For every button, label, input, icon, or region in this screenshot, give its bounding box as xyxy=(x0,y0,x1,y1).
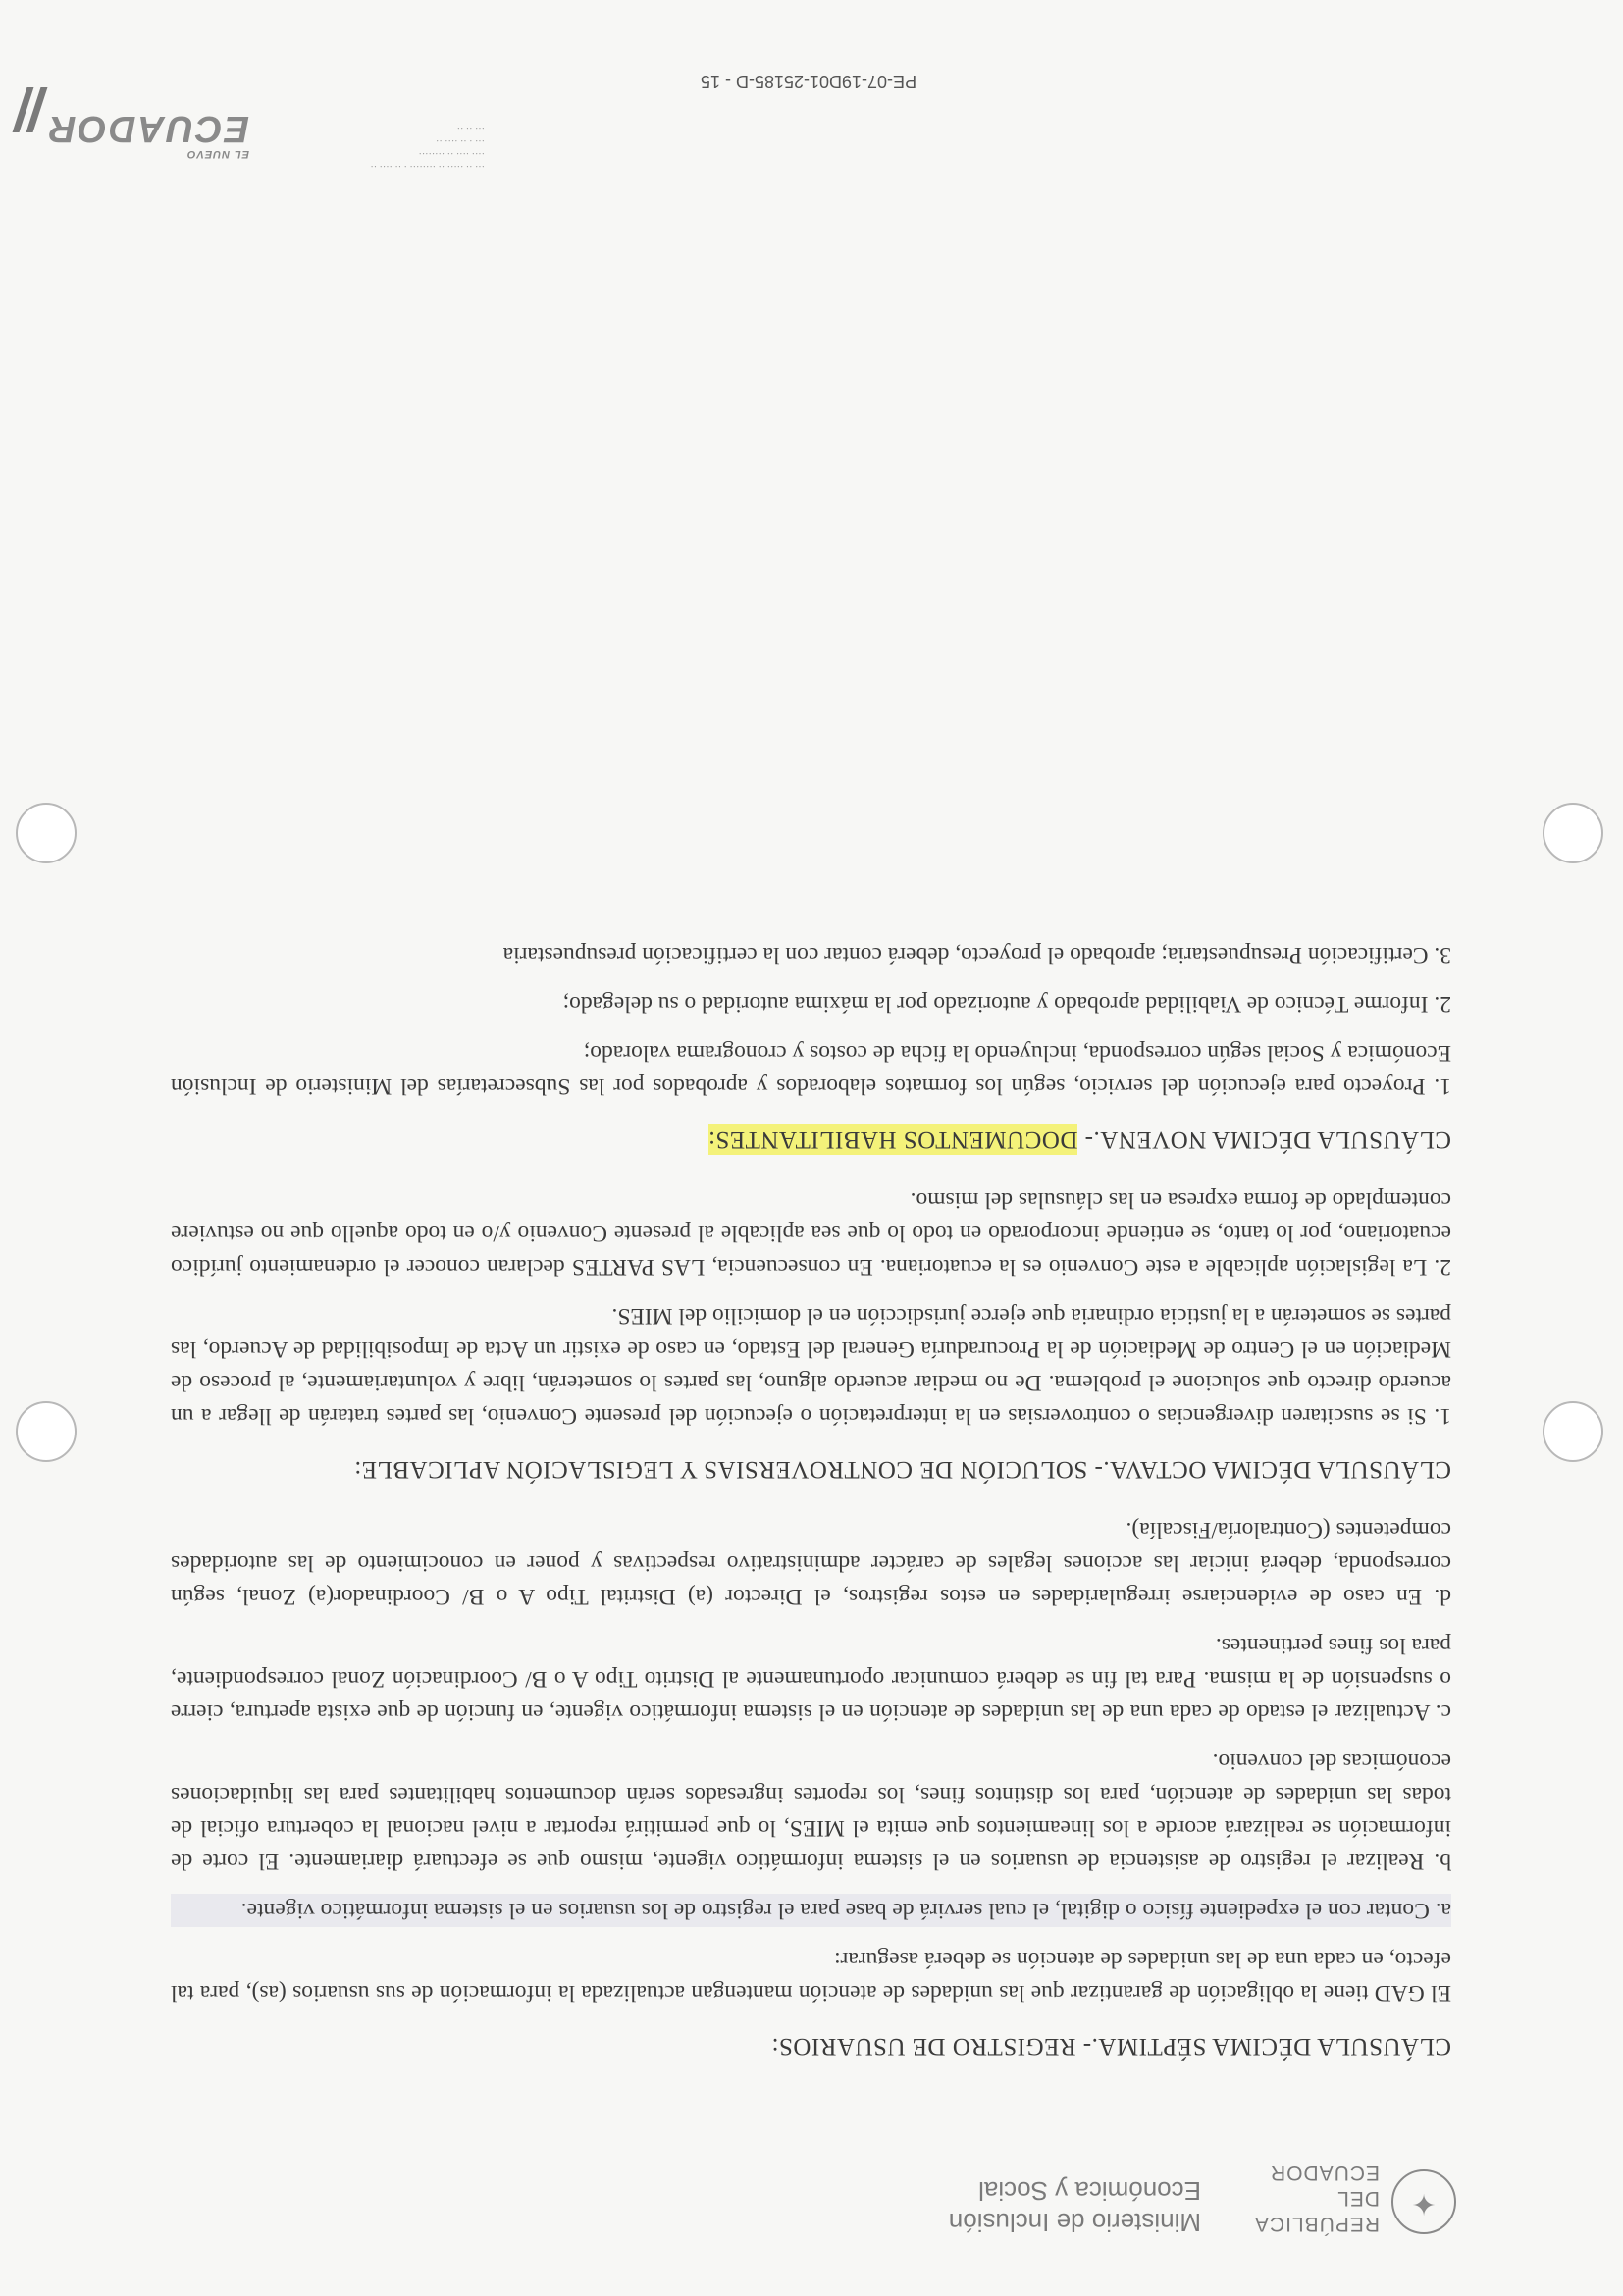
logo-big-text: ECUADOR xyxy=(46,108,249,149)
punch-hole-icon xyxy=(1543,1401,1603,1462)
punch-hole-icon xyxy=(16,803,77,863)
paragraph: 1. Proyecto para ejecución del servicio, según los formatos elaborados y aprobados por las Subsecretarías del Ministerio de Inclusión Económica y Social según corresponda, incluyendo la ficha de costos y cronograma valorado; xyxy=(171,1040,1451,1099)
clause-heading-text: CLÁUSULA DÉCIMA NOVENA.- xyxy=(1077,1126,1451,1153)
coat-of-arms-icon: ✦ xyxy=(1391,2169,1456,2234)
list-item: b. Realizar el registro de asistencia de usuarios en el sistema informático vigente, mismo que se efectuará diariamente. El corte de información se realizará acorde a los lineamientos que emita el MIES, lo que permitirá reportar a nivel nacional la cobertura oficial de todas las unidades de atención, para los distintos fines, los reportes ingresados serán documentos habilitantes para las liquidaciones económicas del convenio. xyxy=(171,1748,1451,1874)
ministry-name xyxy=(887,2175,1201,2238)
clause-heading: CLÁUSULA DÉCIMA SÉPTIMA.- REGISTRO DE USUARIOS: xyxy=(771,2033,1451,2060)
punch-hole-icon xyxy=(1543,803,1603,863)
document-code: PE-07-19D01-25185-D - 15 xyxy=(700,72,917,91)
logo-small-text: EL NUEVO xyxy=(185,148,249,160)
letterhead xyxy=(867,2134,1456,2242)
clause-heading: CLÁUSULA DÉCIMA OCTAVA.- SOLUCIÓN DE CONTROVERSIAS Y LEGISLACIÓN APLICABLE: xyxy=(353,1456,1451,1483)
republica-label xyxy=(1232,2160,1380,2236)
paragraph: 1. Si se suscitaren divergencias o controversias en la interpretación o ejecución del presente Convenio, las partes tratarán de llegar a un acuerdo directo que solucione el problema. De no mediar acuerdo alguno, las partes lo someterán, libre y voluntariamente, al proceso de Mediación en el Centro de Mediación de la Procuraduría General del Estado, en caso de existir un Acta de Imposibilidad de Acuerdo, las partes se someterán a la justicia ordinaria que ejerce jurisdicción en el domicilio del MIES. xyxy=(171,1303,1451,1429)
republica-line: REPÚBLICA xyxy=(1253,2213,1380,2235)
republica-line: DEL ECUADOR xyxy=(1269,2162,1380,2210)
document-body xyxy=(171,922,1451,2090)
footer-fine-print: ··· ·· ····· ·· ········ · ·· ···· ·· ···· ···· ·· ········ ··· · ·· ···· ·· ··· ·· ·· xyxy=(370,122,485,171)
footer-brand xyxy=(46,64,485,172)
clause-heading xyxy=(171,1122,1451,1156)
ministry-line: Ministerio de Inclusión xyxy=(948,2208,1201,2237)
list-item: d. En caso de evidenciarse irregularidades en estos registros, el Director (a) Distrital Tipo A o B/ Coordinador(a) Zonal, según corresponda, deberá iniciar las acciones legales de carácter administrativo respectivas y poner en conocimiento de las autoridades competentes (Contraloría/Fiscalía). xyxy=(171,1517,1451,1609)
highlighted-text: DOCUMENTOS HABILITANTES: xyxy=(707,1126,1078,1153)
list-item: c. Actualizar el estado de cada una de las unidades de atención en el sistema informático vigente, en función de que exista apertura, cierre o suspensión de la misma. Para tal fin se deberá comunicar oportunamente al Distrito Tipo A o B/ Coordinación Zonal correspondiente, para los fines pertinentes. xyxy=(171,1633,1451,1725)
punch-hole-icon xyxy=(16,1401,77,1462)
paragraph: El GAD tiene la obligación de garantizar que las unidades de atención mantengan actualizada la información de sus usuarios (as), para tal efecto, en cada una de las unidades de atención se deberá asegurar: xyxy=(171,1947,1451,2006)
ministry-line: Económica y Social xyxy=(978,2176,1201,2206)
paragraph: 3. Certificación Presupuestaria; aprobado el proyecto, deberá contar con la certificación presupuestaria xyxy=(502,942,1451,967)
paragraph: 2. La legislación aplicable a este Convenio es la ecuatoriana. En consecuencia, LAS PARTES declaran conocer el ordenamiento jurídico ecuatoriano, por lo tanto, se entiende incorporado en todo lo que sea aplicable al presente Convenio y/o en todo aquello que no estuviere contemplado de forma expresa en las cláusulas del mismo. xyxy=(171,1187,1451,1279)
list-item: a. Contar con el expediente físico o digital, el cual servirá de base para el registro de los usuarios en el sistema informático vigente. xyxy=(171,1894,1451,1927)
paragraph: 2. Informe Técnico de Viabilidad aprobado y autorizado por la máxima autoridad o su delegado; xyxy=(562,991,1451,1017)
logo-slashes-icon xyxy=(185,87,244,132)
